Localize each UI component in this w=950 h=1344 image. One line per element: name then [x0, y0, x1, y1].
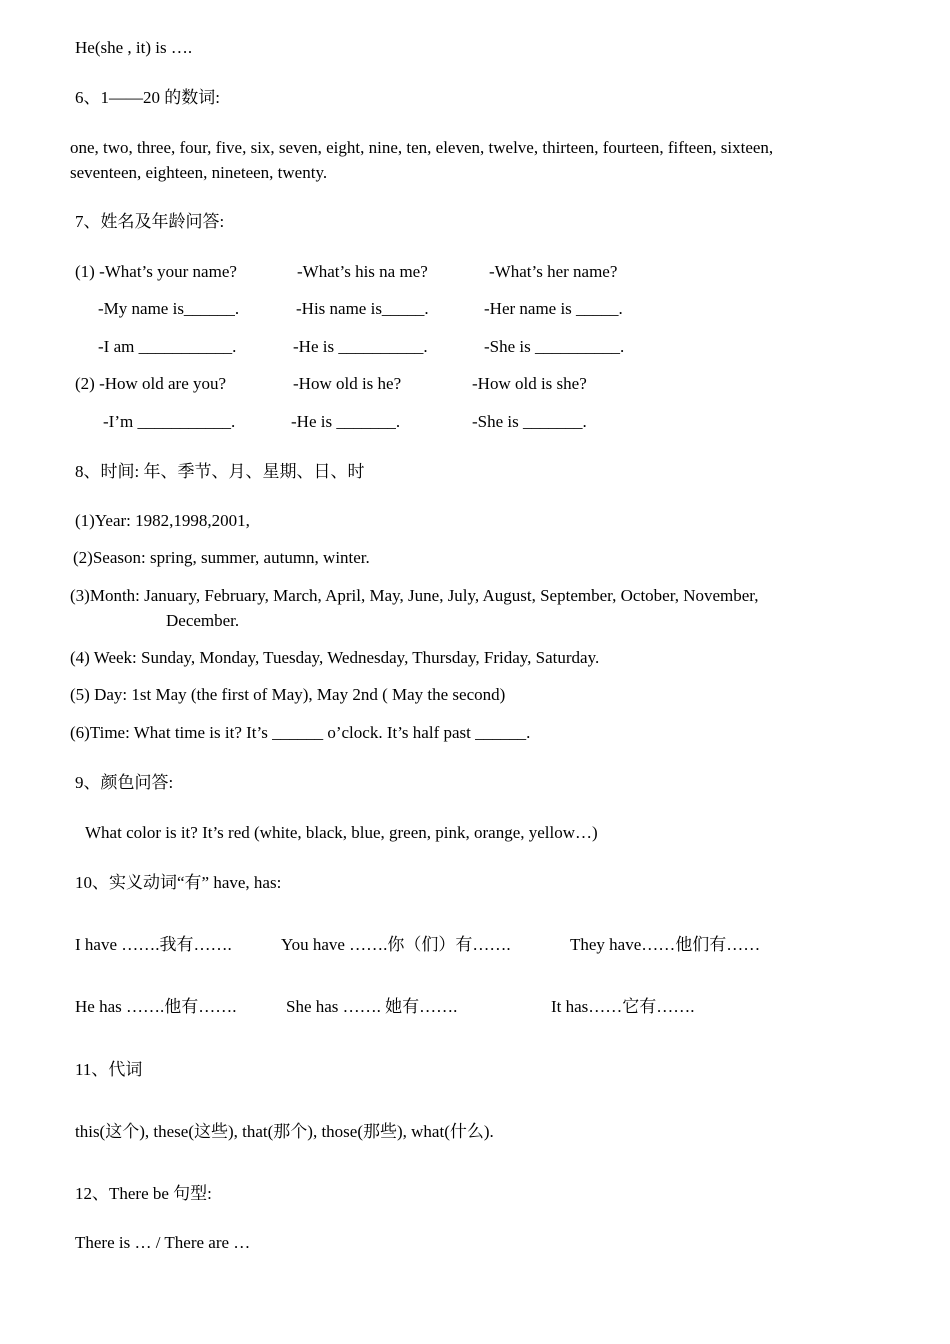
numbers-line-1: one, two, three, four, five, six, seven, eight, nine, ten, eleven, twelve, thirteen, fourteen, fifteen, sixteen, [70, 138, 774, 157]
time-line: (6)Time: What time is it? It’s ______ o’clock. It’s half past ______. [70, 723, 531, 742]
month-line-1: (3)Month: January, February, March, April, May, June, July, August, September, October, November, [70, 586, 759, 605]
month-line-2: December. [166, 611, 240, 630]
section-12-heading: 12、There be 句型: [75, 1184, 212, 1203]
qa-cell: -His name is_____. [296, 299, 429, 318]
intro-line: He(she , it) is …. [75, 38, 193, 57]
have-cell: You have …….你（们）有……. [281, 935, 511, 954]
qa-cell: -She is __________. [484, 337, 625, 356]
qa-cell: -He is _______. [291, 412, 401, 431]
has-cell: She has ……. 她有……. [286, 997, 458, 1016]
section-11-heading: 11、代词 [75, 1060, 143, 1079]
day-line: (5) Day: 1st May (the first of May), May 2nd ( May the second) [70, 685, 506, 704]
qa-cell: (2) -How old are you? [75, 374, 227, 393]
section-6-heading: 6、1——20 的数词: [75, 88, 220, 107]
season-line: (2)Season: spring, summer, autumn, winter. [73, 548, 370, 567]
section-9-heading: 9、颜色问答: [75, 773, 174, 792]
there-be-line: There is … / There are … [75, 1233, 251, 1252]
has-cell: It has……它有……. [551, 997, 695, 1016]
numbers-line-2: seventeen, eighteen, nineteen, twenty. [70, 163, 328, 182]
section-7-heading: 7、姓名及年龄问答: [75, 212, 225, 231]
have-cell: They have……他们有…… [570, 935, 761, 954]
year-line: (1)Year: 1982,1998,2001, [75, 511, 250, 530]
section-10-heading: 10、实义动词“有” have, has: [75, 873, 282, 892]
qa-cell: -I’m ___________. [103, 412, 236, 431]
qa-cell: -She is _______. [472, 412, 587, 431]
qa-cell: -My name is______. [98, 299, 240, 318]
section-8-heading: 8、时间: 年、季节、月、星期、日、时 [75, 462, 365, 481]
color-line: What color is it? It’s red (white, black, blue, green, pink, orange, yellow…) [85, 823, 598, 842]
qa-cell: -What’s her name? [489, 262, 618, 281]
qa-cell: -How old is he? [293, 374, 402, 393]
qa-cell: -He is __________. [293, 337, 428, 356]
qa-cell: -Her name is _____. [484, 299, 623, 318]
qa-cell: -What’s his na me? [297, 262, 428, 281]
week-line: (4) Week: Sunday, Monday, Tuesday, Wednesday, Thursday, Friday, Saturday. [70, 648, 600, 667]
qa-cell: -How old is she? [472, 374, 587, 393]
has-cell: He has …….他有……. [75, 997, 237, 1016]
have-cell: I have …….我有……. [75, 935, 232, 954]
pronoun-line: this(这个), these(这些), that(那个), those(那些), what(什么). [75, 1122, 494, 1141]
qa-cell: (1) -What’s your name? [75, 262, 237, 281]
qa-cell: -I am ___________. [98, 337, 237, 356]
